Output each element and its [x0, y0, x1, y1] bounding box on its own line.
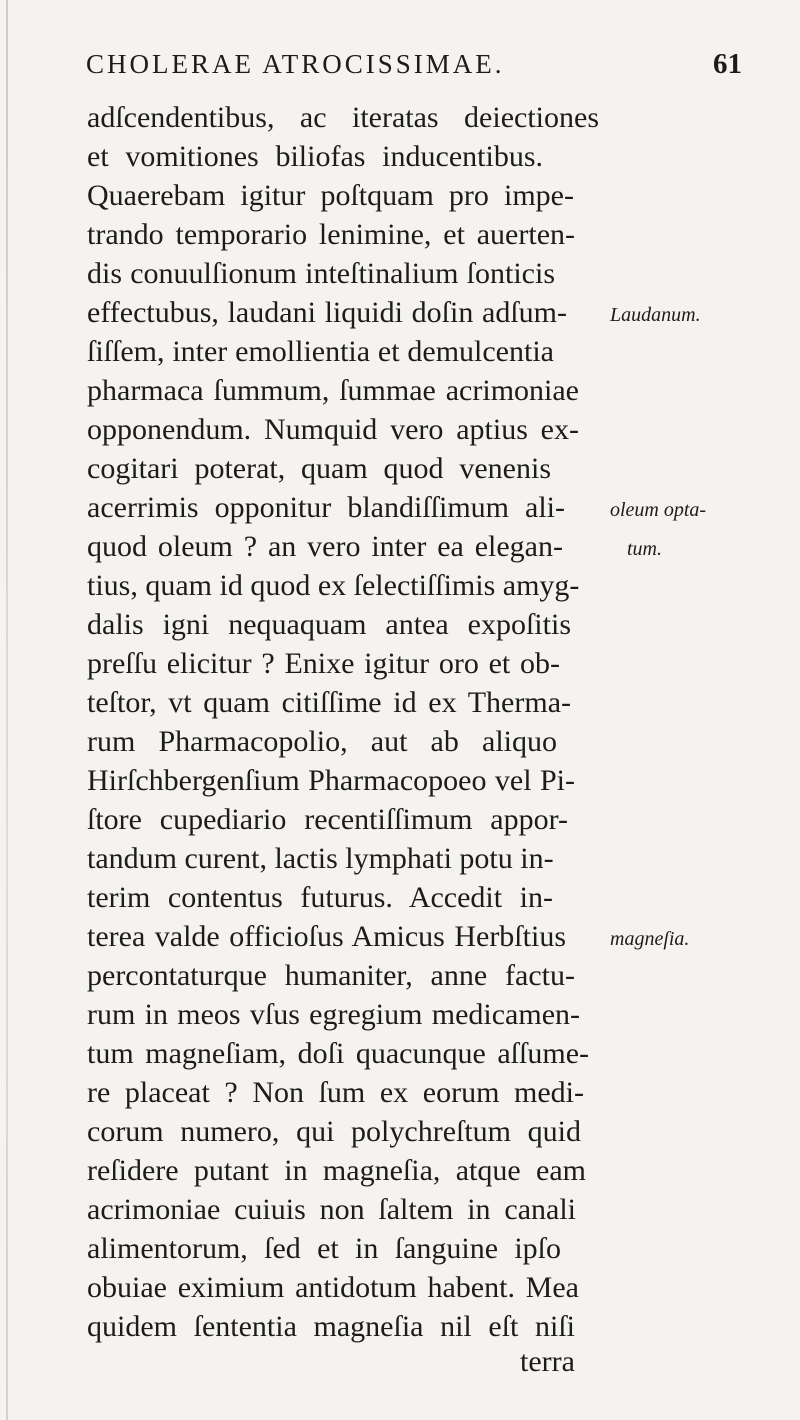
margin-note-magnesia: magneſia.	[610, 928, 690, 950]
page-edge	[6, 0, 8, 1420]
text-line-25: tum magneſiam, doſi quacunque aſſume-	[87, 1037, 589, 1070]
text-line-23: percontaturque humaniter, anne factu-	[87, 959, 575, 992]
margin-note-laudanum: Laudanum.	[610, 304, 701, 326]
text-line-3: Quaerebam igitur poſtquam pro impe-	[87, 179, 574, 212]
text-line-32: quidem ſententia magneſia nil eſt niſi	[87, 1310, 575, 1343]
text-line-17: rum Pharmacopolio, aut ab aliquo	[87, 725, 557, 758]
text-line-26: re placeat ? Non ſum ex eorum medi-	[87, 1076, 584, 1109]
text-line-18: Hirſchbergenſium Pharmacopoeo vel Pi-	[87, 764, 575, 797]
text-line-30: alimentorum, ſed et in ſanguine ipſo	[87, 1232, 561, 1265]
text-line-8: pharmaca ſummum, ſummae acrimoniae	[87, 374, 579, 407]
text-line-27: corum numero, qui polychreſtum quid	[87, 1115, 581, 1148]
text-line-28: reſidere putant in magneſia, atque eam	[87, 1154, 586, 1187]
running-title: CHOLERAE ATROCISSIMAE.	[86, 49, 505, 79]
text-line-4: trando temporario lenimine, et auerten-	[87, 218, 575, 251]
running-header	[62, 44, 762, 84]
margin-note-oleum-continued: tum.	[627, 538, 662, 560]
text-line-10: cogitari poterat, quam quod venenis	[87, 452, 551, 485]
text-line-14: dalis igni nequaquam antea expoſitis	[87, 608, 571, 641]
text-line-7: ſiſſem, inter emollientia et demulcentia	[87, 335, 554, 368]
catchword: terra	[520, 1345, 575, 1378]
text-line-1: adſcendentibus, ac iteratas deiectiones	[87, 101, 599, 134]
text-line-20: tandum curent, lactis lymphati potu in-	[87, 842, 554, 875]
text-line-11: acerrimis opponitur blandiſſimum ali-	[87, 491, 565, 524]
text-line-12: quod oleum ? an vero inter ea elegan-	[87, 530, 563, 563]
text-line-22: terea valde officioſus Amicus Herbſtius	[87, 920, 566, 953]
margin-note-oleum: oleum opta-	[610, 499, 707, 521]
text-line-31: obuiae eximium antidotum habent. Mea	[87, 1271, 579, 1304]
page-number: 61	[713, 48, 742, 80]
text-line-16: teſtor, vt quam citiſſime id ex Therma-	[87, 686, 571, 719]
text-line-9: opponendum. Numquid vero aptius ex-	[87, 413, 579, 446]
text-line-5: dis conuulſionum inteſtinalium ſonticis	[87, 257, 555, 290]
text-line-29: acrimoniae cuiuis non ſaltem in canali	[87, 1193, 576, 1226]
text-line-6: effectubus, laudani liquidi doſin adſum-	[87, 296, 567, 329]
text-line-19: ſtore cupediario recentiſſimum appor-	[87, 803, 568, 836]
text-line-21: terim contentus futurus. Accedit in-	[87, 881, 553, 914]
text-line-13: tius, quam id quod ex ſelectiſſimis amyg-	[87, 569, 580, 602]
text-line-15: preſſu elicitur ? Enixe igitur oro et ob-	[87, 647, 560, 680]
text-line-24: rum in meos vſus egregium medicamen-	[87, 998, 580, 1031]
text-line-2: et vomitiones biliofas inducentibus.	[87, 140, 543, 173]
